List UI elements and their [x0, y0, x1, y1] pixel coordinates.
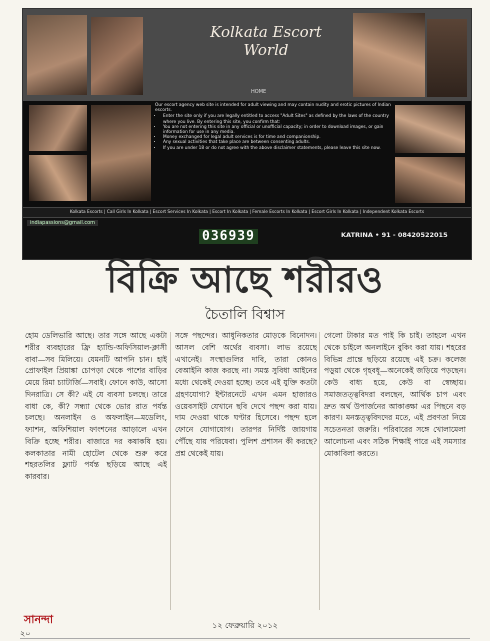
issue-date: ১২ ফেব্রুয়ারি ২০১২	[212, 621, 278, 630]
article-column-2: সঙ্গে পছন্দের। আধুনিকতার মোড়কে বিনোদন। আসল বেশি অর্থের ব্যবসা। লাভ রয়েছে এখানেই। সংস্থাগুলির দাবি, তারা কোনও বেআইনি কাজ করছে না। সমস্ত সুবিধা আইনের মধ্যে থেকেই দেওয়া হচ্ছে। তবে এই যুক্তি কতটা গ্রহণযোগ্য? ইন্টারনেটে এখন এমন হাজারও ওয়েবসাইট যেখানে ছবি দেখে পছন্দ করা যায়। দাম দেওয়া থাকে ঘণ্টার হিসেবে। পছন্দ হলে ফোনে যোগাযোগ। তারপর নির্দিষ্ট জায়গায় পৌঁছে যায় পরিষেবা। পুলিশ প্রশাসন কী করছে? প্রশ্ন থেকেই যায়।	[175, 331, 317, 458]
website-title	[191, 23, 341, 83]
model-photo	[91, 17, 143, 95]
article-byline: চৈতালি বিশ্বাস	[205, 307, 285, 323]
footer-divider	[20, 638, 470, 639]
disclaimer-item: • You are not entering this site in any official or unofficial capacity; in order to download images, or gain information for use in any media.	[163, 125, 391, 135]
model-photo	[91, 105, 151, 201]
article-column-3: গেলো টাকার মত পাই কি চাই। তাহলে এখন থেকে চাইলে অনলাইনে বুকিং করা যায়। শহরের বিভিন্ন প্রান্তে ছড়িয়ে রয়েছে এই চক্র। কলেজ পড়ুয়া থেকে গৃহবধূ—অনেকেই জড়িয়ে পড়ছেন। কেউ বাধ্য হয়ে, কেউ বা স্বেচ্ছায়। সমাজতত্ত্ববিদরা বলছেন, আর্থিক চাপ এবং দ্রুত অর্থ উপার্জনের আকাঙ্ক্ষা এর পিছনে বড় কারণ। মনস্তত্ত্ববিদদের মতে, এই প্রবণতা নিয়ে সচেতনতা জরুরি। পরিবারের সঙ্গে খোলামেলা আলোচনা এবং সঠিক শিক্ষাই পারে এই সমস্যার মোকাবিলা করতে।	[324, 331, 466, 458]
disclaimer-item: • Money exchanged for legal adult services is for time and companionship.	[163, 135, 391, 140]
disclaimer-item: • Any sexual activities that take place are between consenting adults.	[163, 140, 391, 145]
contact-number: KATRINA • 91 - 08420522015	[341, 231, 448, 239]
model-photo	[395, 105, 465, 153]
page-footer	[0, 612, 490, 640]
column-divider	[319, 332, 320, 610]
website-nav-links[interactable]: Kolkata Escorts | Call Girls In Kolkata | Escort Services In Kolkata | Escort In Kolkata | Female Escorts In Kolkata | Escort Girls In Kolkata | Independent Kolkata Escorts	[23, 207, 471, 218]
model-photo	[353, 13, 425, 97]
disclaimer-intro: Our escort agency web site is intended for adult viewing and may contain nudity and erotic pictures of Indian escorts.	[155, 103, 391, 114]
phone-code: 036939	[199, 229, 258, 244]
website-screenshot	[22, 8, 472, 260]
home-link[interactable]: HOME	[251, 89, 267, 95]
website-contact-strip	[23, 218, 471, 259]
model-photo	[427, 19, 467, 97]
model-photo	[27, 15, 87, 95]
disclaimer-notice	[155, 103, 391, 151]
disclaimer-list	[155, 114, 391, 150]
magazine-brand: সানন্দা	[24, 613, 54, 626]
website-body	[23, 101, 471, 259]
website-title-line1: Kolkata Escort	[210, 23, 322, 41]
website-header	[23, 9, 471, 101]
column-divider	[170, 332, 171, 610]
article-column-1: হোম ডেলিভারি আছে। তার সঙ্গে আছে একটা শরীর ব্যবহারের ফ্রি হ্যান্ডি-অফিসিয়াল-ক্লাসী বাবা—সব মিলিয়ে। যেমনটি আপনি চান। হাই প্রোফাইল প্রিয়াঙ্কা চোপড়া থেকে পাশের বাড়ির মেয়ে রিমা চ্যাটার্জি—সবাই। ফোনে কাউ, আসো দিনরাত্রি। সে কী? এই যে ব্যবসা চলছে। তারে বাধা কে, কী? সন্ধ্যা থেকে ভোর রাত পর্যন্ত চলছে। অনলাইন ও অফলাইন—মডেলিং, ফ্যাশন, অফিশিয়াল ফাংশনের আড়ালে এখন বিক্রি হচ্ছে শরীর। বাজারে দর কষাকষি হয়। কলকাতার নামী হোটেল থেকে শুরু করে শহরতলির ফ্ল্যাট পর্যন্ত ছড়িয়ে আছে এই কারবার।	[25, 331, 167, 481]
disclaimer-item: • Enter the site only if you are legally entitled to access "Adult Sites" as defined by the laws of the country where you live. By entering this site, you confirm that:	[163, 114, 391, 124]
disclaimer-item: • If you are under 18 or do not agree with the above disclaimer statements, please leave this site now.	[163, 146, 391, 151]
website-title-line2: World	[243, 41, 289, 59]
page-number: ২০	[20, 629, 31, 638]
model-photo	[395, 157, 465, 203]
article-headline: বিক্রি আছে শরীরও	[106, 259, 384, 301]
site-email[interactable]: indiapassions@gmail.com	[27, 220, 98, 226]
model-photo	[29, 155, 87, 201]
model-photo	[29, 105, 87, 151]
